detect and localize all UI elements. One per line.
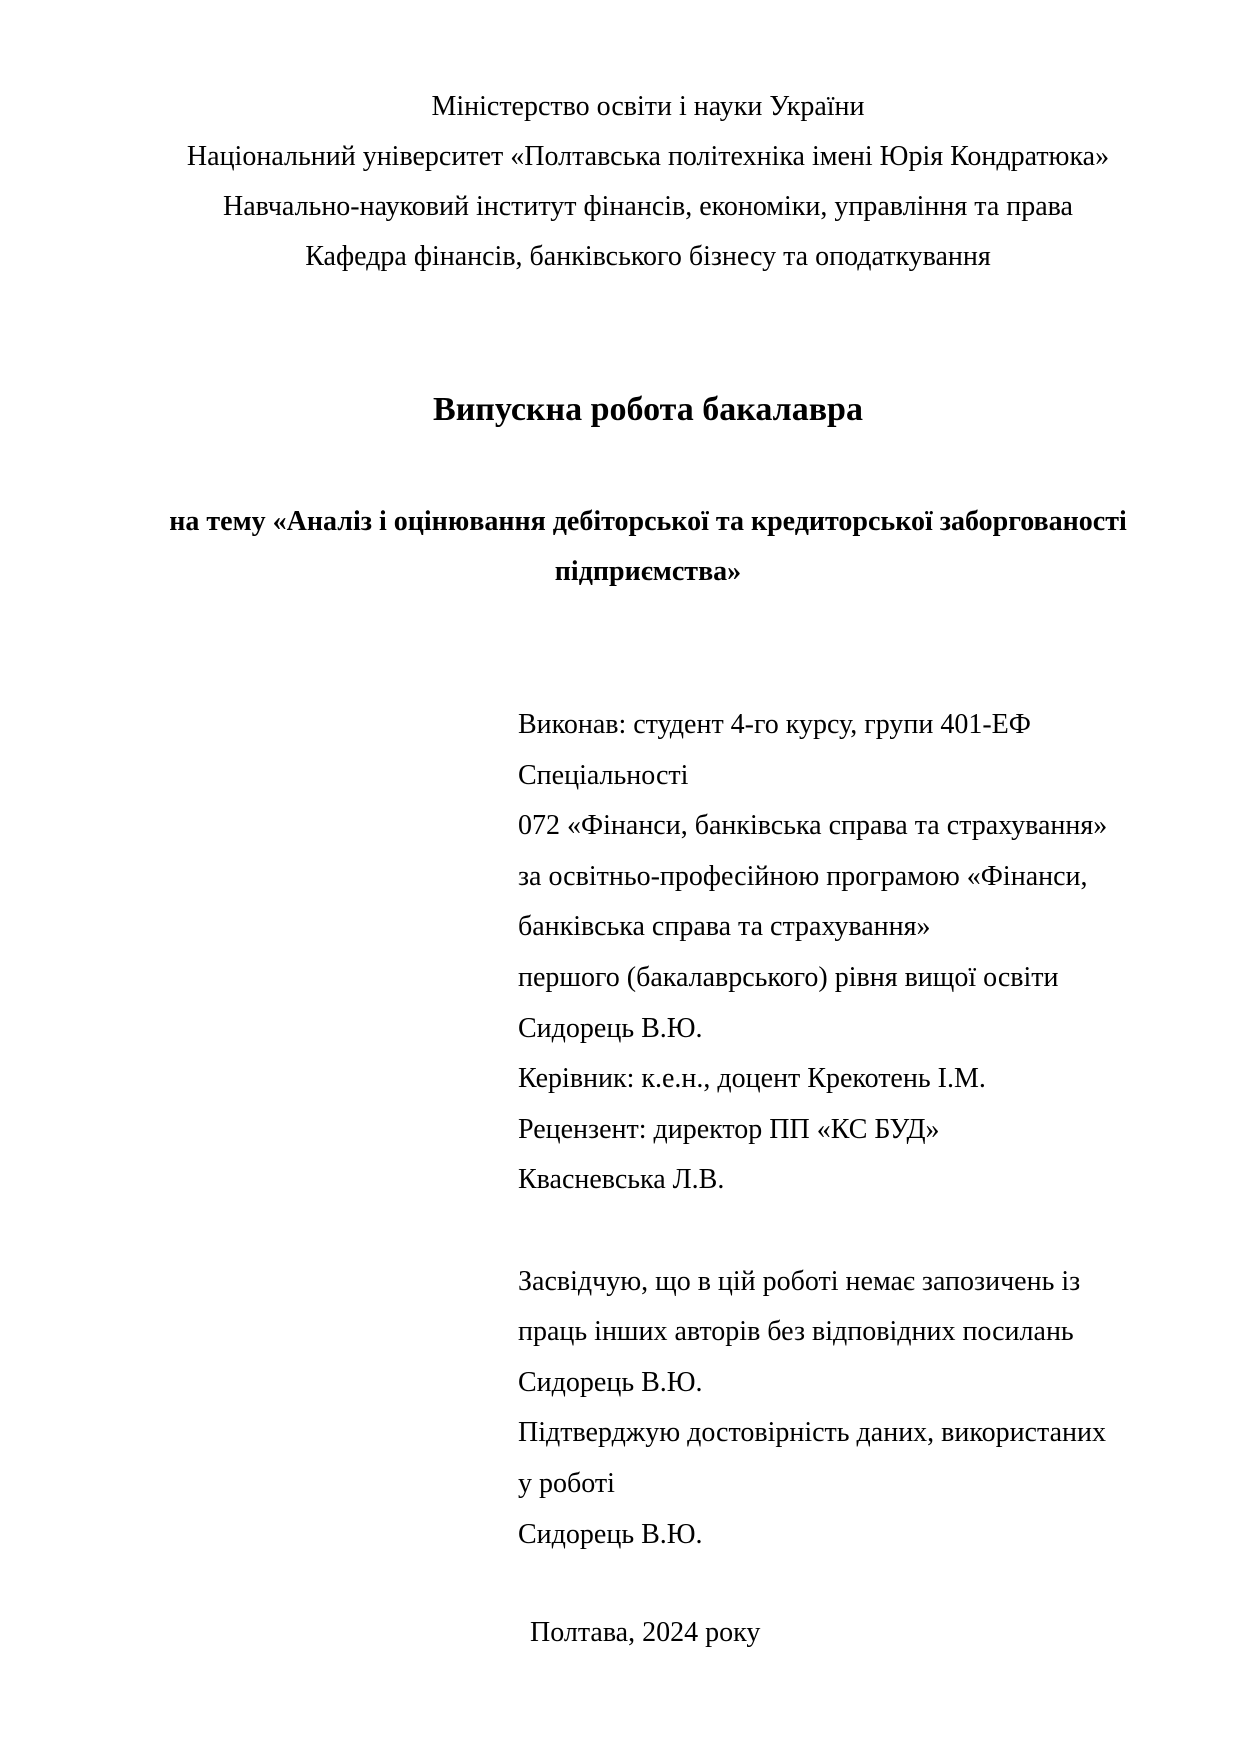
city-year: Полтава, 2024 року <box>530 1617 761 1648</box>
spacer <box>518 1206 1218 1257</box>
department-name: Кафедра фінансів, банківського бізнесу та оподаткування <box>305 241 991 272</box>
confirmation-line-1: Підтверджую достовірність даних, використаних <box>518 1417 1106 1449</box>
author-name: Сидорець В.Ю. <box>518 1012 703 1044</box>
author-line-specialty: 072 «Фінанси, банківська справа та страхування» <box>518 810 1108 842</box>
author-line-specialty-label: Спеціальності <box>518 759 689 791</box>
supervisor-line: Керівник: к.е.н., доцент Крекотень І.М. <box>518 1063 986 1095</box>
author-line-program-cont: банківська справа та страхування» <box>518 911 931 943</box>
university-name: Національний університет «Полтавська політехніка імені Юрія Кондратюка» <box>186 141 1110 172</box>
thesis-topic-line-2: підприємства» <box>554 556 742 587</box>
confirmation-line-2: у роботі <box>518 1467 615 1499</box>
institute-name: Навчально-науковий інститут фінансів, економіки, управління та права <box>223 191 1073 222</box>
author-line-program: за освітньо-професійною програмою «Фінанси, <box>518 860 1088 892</box>
declaration-line-2: праць інших авторів без відповідних посилань <box>518 1316 1074 1348</box>
declaration-line-1: Засвідчую, що в цій роботі немає запозичень із <box>518 1265 1081 1297</box>
author-line-degree-level: першого (бакалаврського) рівня вищої освіти <box>518 961 1059 993</box>
declaration-signature-1: Сидорець В.Ю. <box>518 1366 703 1398</box>
institution-header <box>148 82 1148 282</box>
declaration-signature-2: Сидорець В.Ю. <box>518 1518 703 1550</box>
document-title: Випускна робота бакалавра <box>433 391 863 428</box>
ministry-name: Міністерство освіти і науки України <box>431 91 865 122</box>
thesis-topic-line-1: на тему «Аналіз і оцінювання дебіторської та кредиторської заборгованості <box>169 506 1127 537</box>
thesis-topic <box>140 497 1156 597</box>
author-line-performed-by: Виконав: студент 4-го курсу, групи 401-ЕФ <box>518 709 1031 740</box>
reviewer-name: Квасневська Л.В. <box>518 1164 725 1196</box>
reviewer-line: Рецензент: директор ПП «КС БУД» <box>518 1113 940 1145</box>
author-info-block <box>518 700 1218 1560</box>
